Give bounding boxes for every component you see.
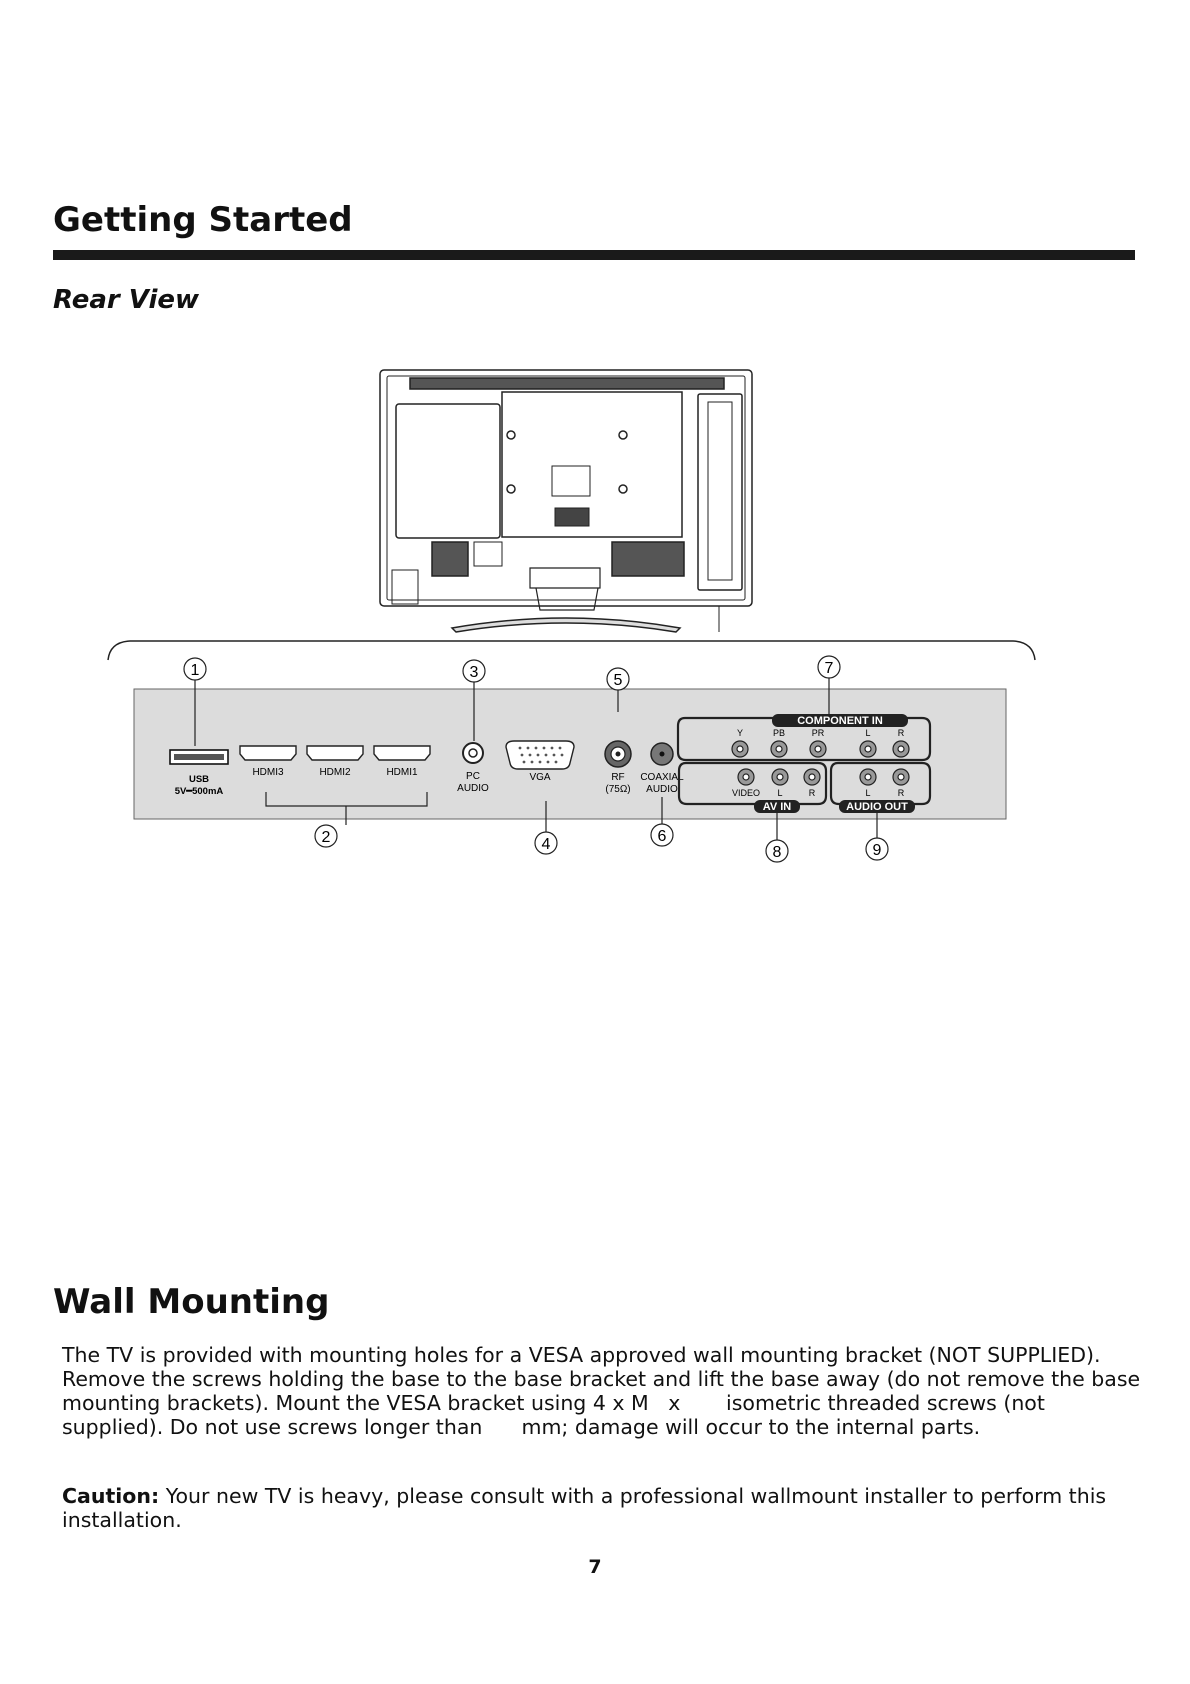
hdmi1-label: HDMI1 [386,767,418,778]
callout-2: 2 [321,829,331,846]
component-in-label: COMPONENT IN [797,715,883,727]
y-label: Y [736,728,744,738]
hdmi3-label: HDMI3 [252,767,284,778]
hdmi2-port [307,746,363,760]
section-title: Getting Started [53,200,353,240]
callout-3: 3 [469,664,479,681]
usb-power-label: 5V━500mA [174,786,224,797]
callout-5: 5 [613,672,623,689]
caution-text: Your new TV is heavy, please consult with a professional wallmount installer to perform this installation. [62,1484,1107,1532]
pb-label: PB [772,728,786,738]
subsection-title: Rear View [53,285,200,315]
audio-out-l-label: L [865,788,871,798]
tv-back-illustration [380,370,752,632]
wall-mounting-paragraph: The TV is provided with mounting holes for a VESA approved wall mounting bracket (NOT SUPPLIED). Remove the screws holding the base to the base bracket and lift the base away (do not remove the base mounting brackets). Mount the VESA bracket using 4 x M x isometric threaded screws (not supplied). Do not use screws longer than mm; damage will occur to the internal parts. [62,1343,1141,1439]
callout-8: 8 [772,844,782,861]
connector-bracket [108,641,1035,660]
tv-screw-holes [507,431,627,493]
video-label: VIDEO [731,788,761,798]
pc-label: PC [466,771,480,782]
rf-ohm-label: (75Ω) [605,784,631,795]
caution-label: Caution: [62,1484,160,1508]
caution-paragraph [62,1484,1142,1532]
av-in-label: AV IN [762,801,792,813]
av-r-label: R [808,788,816,798]
callout-1: 1 [190,662,200,679]
vga-label: VGA [529,772,551,783]
coaxial-label: COAXIAL [640,772,684,783]
rf-label: RF [611,772,625,783]
hdmi2-label: HDMI2 [319,767,351,778]
usb-label: USB [188,774,210,785]
callout-6: 6 [657,828,667,845]
page-number: 7 [588,1556,602,1578]
pc-audio-label: AUDIO [457,783,489,794]
callout-9: 9 [872,842,882,859]
wall-mounting-title: Wall Mounting [53,1282,330,1322]
component-r-label: R [897,728,905,738]
audio-out-label: AUDIO OUT [846,801,908,813]
coaxial-audio-label: AUDIO [646,784,678,795]
vga-port [506,741,574,769]
hdmi1-port [374,746,430,760]
title-rule [53,250,1135,260]
rear-view-diagram [100,360,1040,880]
callout-7: 7 [824,660,834,677]
audio-out-r-label: R [897,788,905,798]
hdmi3-port [240,746,296,760]
callout-4: 4 [541,836,551,853]
component-l-label: L [865,728,871,738]
av-l-label: L [777,788,783,798]
pr-label: PR [811,728,825,738]
